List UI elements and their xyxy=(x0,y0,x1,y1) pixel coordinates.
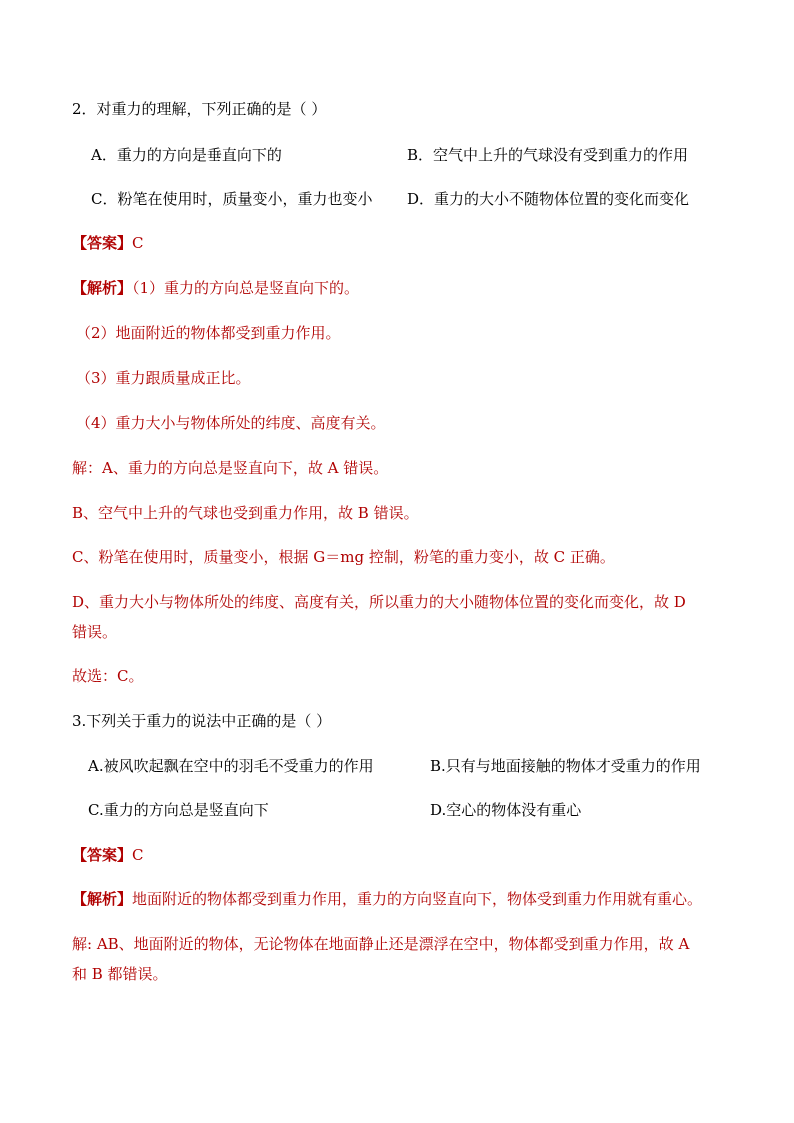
q2-option-b: B．空气中上升的气球没有受到重力的作用 xyxy=(407,146,689,164)
q3-option-a: A.被风吹起飘在空中的羽毛不受重力的作用 xyxy=(88,757,374,775)
q3-stem: 3.下列关于重力的说法中正确的是（ ） xyxy=(72,712,332,730)
q2-analysis-item: （4）重力大小与物体所处的纬度、高度有关。 xyxy=(76,414,386,432)
q2-analysis-line-1 xyxy=(72,277,359,299)
q3-analysis: 地面附近的物体都受到重力作用，重力的方向竖直向下，物体受到重力作用就有重心。 xyxy=(132,890,703,908)
q2-analysis-tag: 【解析】 xyxy=(72,279,133,297)
q3-solution-line: 解: AB、地面附近的物体，无论物体在地面静止还是漂浮在空中，物体都受到重力作用，故 A xyxy=(72,935,690,953)
q2-solution-line: 错误。 xyxy=(72,623,118,641)
q3-option-c: C.重力的方向总是竖直向下 xyxy=(88,801,269,819)
q2-analysis-item: （2）地面附近的物体都受到重力作用。 xyxy=(76,324,341,342)
q2-solution-line: D、重力大小与物体所处的纬度、高度有关，所以重力的大小随物体位置的变化而变化，故 D xyxy=(72,593,686,611)
q3-solution-line: 和 B 都错误。 xyxy=(72,965,168,983)
q3-analysis-line xyxy=(72,888,702,910)
q2-solution-line: B、空气中上升的气球也受到重力作用，故 B 错误。 xyxy=(72,504,419,522)
q2-option-d: D．重力的大小不随物体位置的变化而变化 xyxy=(407,190,690,208)
q2-option-c: C．粉笔在使用时，质量变小，重力也变小 xyxy=(91,190,373,208)
q2-solution-line: 解：A、重力的方向总是竖直向下，故 A 错误。 xyxy=(72,459,389,477)
q2-answer-tag: 【答案】 xyxy=(72,234,133,252)
q2-final-choice: 故选：C。 xyxy=(72,667,144,685)
q2-solution-line: C、粉笔在使用时，质量变小，根据 G＝mg 控制，粉笔的重力变小，故 C 正确。 xyxy=(72,548,615,566)
q3-analysis-tag: 【解析】 xyxy=(72,890,133,908)
q2-analysis-item: （3）重力跟质量成正比。 xyxy=(76,369,251,387)
q2-answer: C xyxy=(132,234,144,252)
q3-option-d: D.空心的物体没有重心 xyxy=(430,801,582,819)
q3-answer-line xyxy=(72,844,144,866)
q3-answer-tag: 【答案】 xyxy=(72,846,133,864)
q2-analysis-item: （1）重力的方向总是竖直向下的。 xyxy=(132,279,360,297)
q3-answer: C xyxy=(132,846,144,864)
q3-option-b: B.只有与地面接触的物体才受重力的作用 xyxy=(430,757,701,775)
q2-answer-line xyxy=(72,232,144,254)
q2-option-a: A．重力的方向是垂直向下的 xyxy=(91,146,282,164)
q2-stem: 2．对重力的理解，下列正确的是（ ） xyxy=(72,100,327,118)
